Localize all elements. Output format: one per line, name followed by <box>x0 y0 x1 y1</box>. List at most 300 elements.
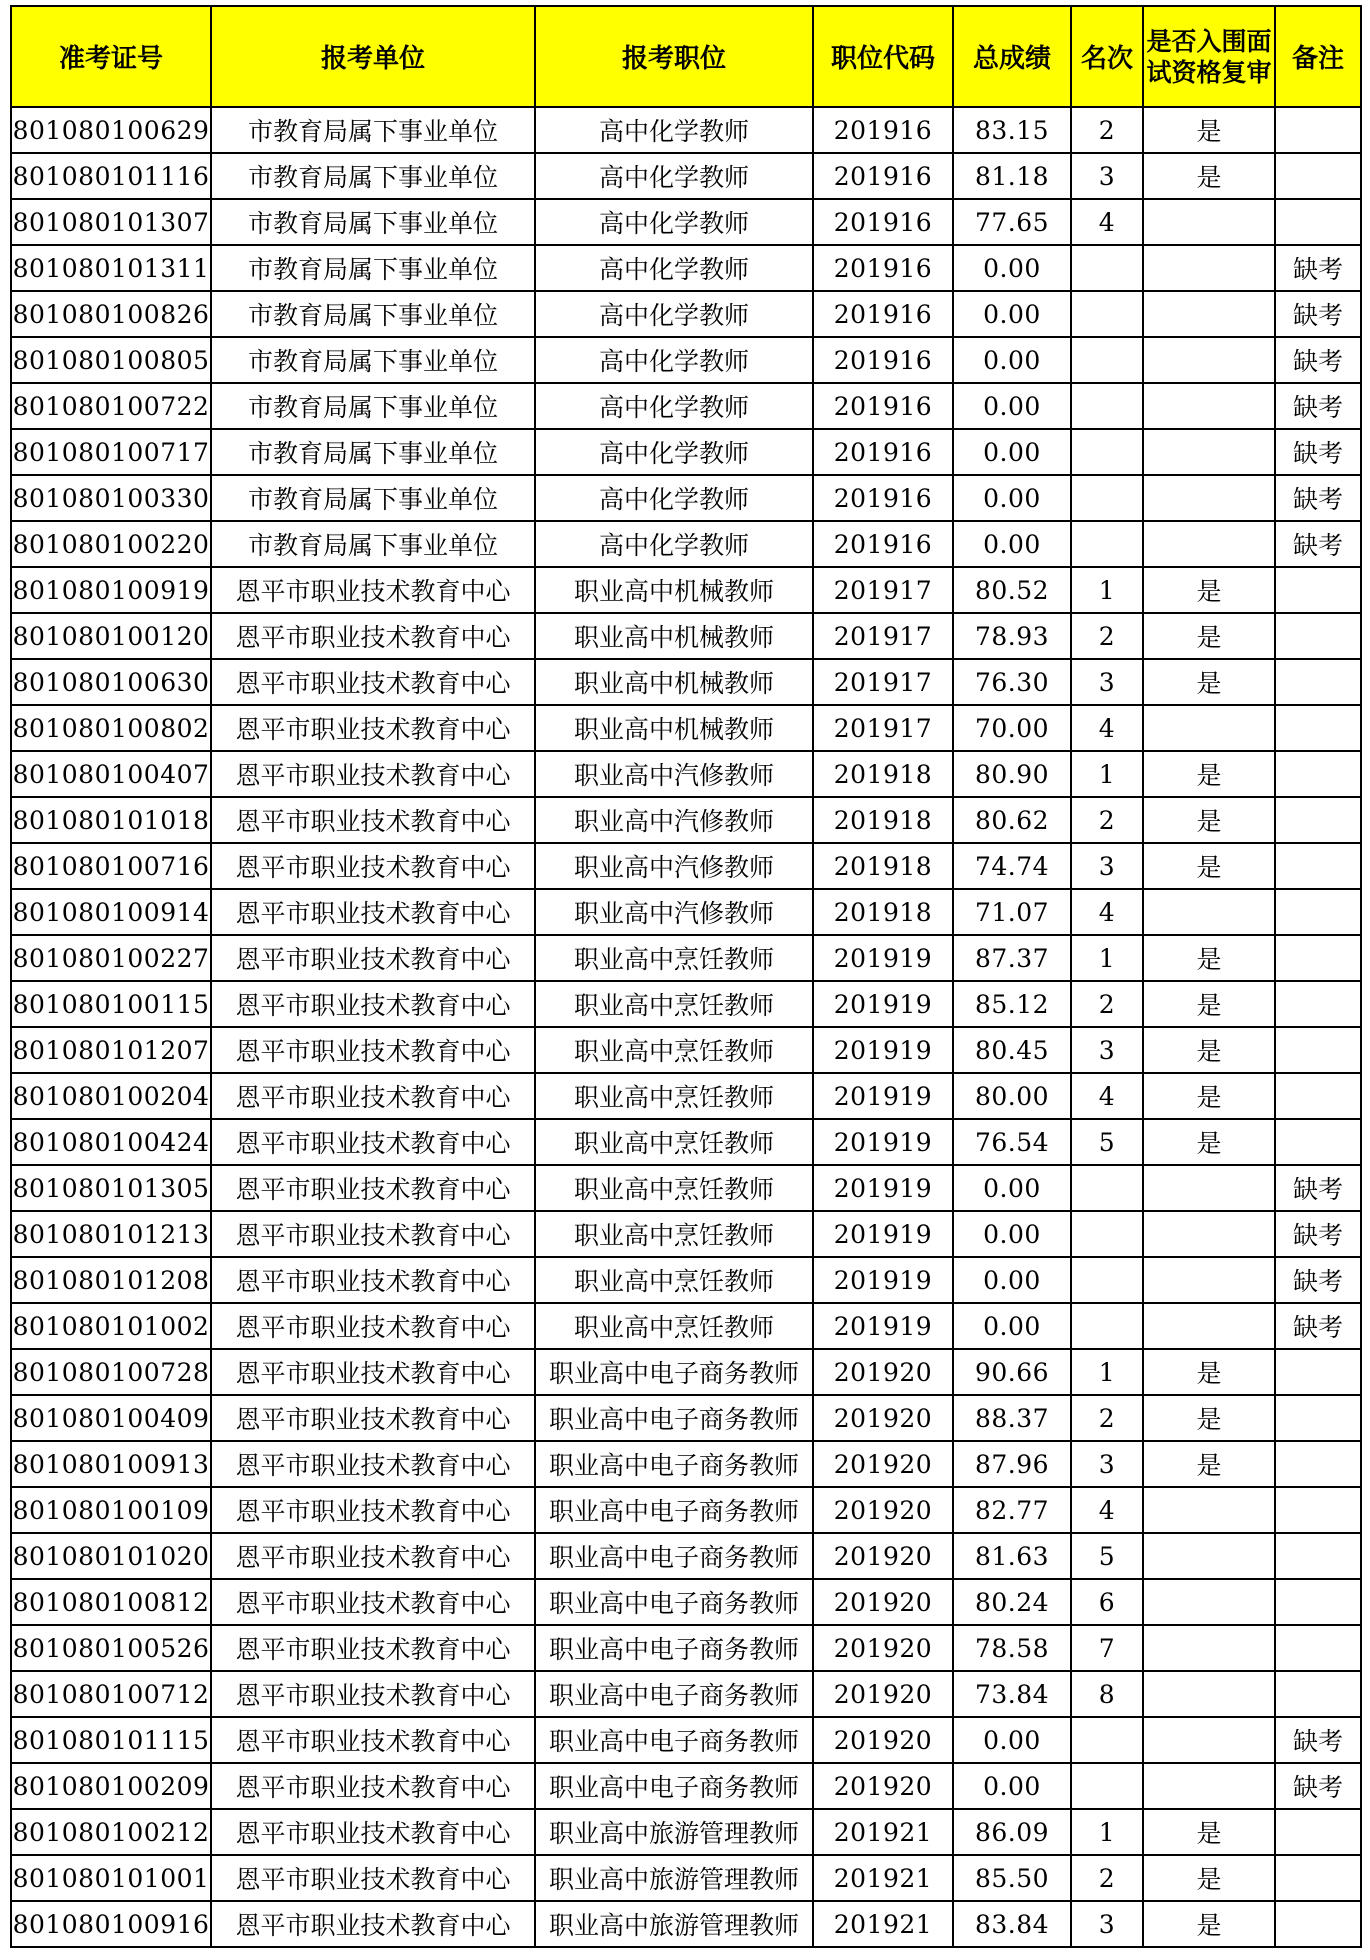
cell-exam-id: 801080100712 <box>11 1671 211 1717</box>
cell-shortlisted <box>1143 889 1275 935</box>
cell-remark <box>1275 935 1361 981</box>
cell-shortlisted <box>1143 1579 1275 1625</box>
cell-rank: 1 <box>1071 1349 1143 1395</box>
cell-shortlisted <box>1143 1625 1275 1671</box>
cell-shortlisted: 是 <box>1143 1855 1275 1901</box>
cell-total-score: 81.63 <box>953 1533 1071 1579</box>
cell-position: 职业高中汽修教师 <box>535 889 813 935</box>
cell-position-code: 201920 <box>813 1441 953 1487</box>
cell-position: 高中化学教师 <box>535 475 813 521</box>
cell-position: 职业高中旅游管理教师 <box>535 1855 813 1901</box>
cell-rank <box>1071 521 1143 567</box>
cell-rank <box>1071 1257 1143 1303</box>
cell-position: 职业高中旅游管理教师 <box>535 1901 813 1947</box>
cell-position: 职业高中电子商务教师 <box>535 1671 813 1717</box>
cell-total-score: 78.58 <box>953 1625 1071 1671</box>
cell-position-code: 201916 <box>813 291 953 337</box>
cell-total-score: 86.09 <box>953 1809 1071 1855</box>
table-row <box>11 659 1361 705</box>
cell-total-score: 74.74 <box>953 843 1071 889</box>
table-row <box>11 613 1361 659</box>
cell-shortlisted <box>1143 1671 1275 1717</box>
cell-remark <box>1275 843 1361 889</box>
cell-exam-id: 801080100407 <box>11 751 211 797</box>
cell-position-code: 201919 <box>813 1119 953 1165</box>
cell-total-score: 0.00 <box>953 245 1071 291</box>
cell-exam-id: 801080100802 <box>11 705 211 751</box>
cell-shortlisted: 是 <box>1143 1395 1275 1441</box>
cell-position-code: 201919 <box>813 1303 953 1349</box>
cell-position: 职业高中电子商务教师 <box>535 1533 813 1579</box>
table-row <box>11 1349 1361 1395</box>
cell-total-score: 0.00 <box>953 1303 1071 1349</box>
cell-position: 职业高中烹饪教师 <box>535 1211 813 1257</box>
cell-unit: 恩平市职业技术教育中心 <box>211 1763 535 1809</box>
cell-exam-id: 801080101311 <box>11 245 211 291</box>
cell-position: 高中化学教师 <box>535 521 813 567</box>
cell-exam-id: 801080100717 <box>11 429 211 475</box>
table-row <box>11 797 1361 843</box>
table-row <box>11 337 1361 383</box>
cell-position-code: 201920 <box>813 1763 953 1809</box>
cell-position: 高中化学教师 <box>535 199 813 245</box>
cell-remark <box>1275 1073 1361 1119</box>
table-row <box>11 475 1361 521</box>
cell-unit: 恩平市职业技术教育中心 <box>211 1625 535 1671</box>
cell-remark <box>1275 1671 1361 1717</box>
cell-exam-id: 801080100716 <box>11 843 211 889</box>
table-row <box>11 1625 1361 1671</box>
cell-position-code: 201919 <box>813 1211 953 1257</box>
cell-total-score: 88.37 <box>953 1395 1071 1441</box>
cell-shortlisted <box>1143 521 1275 567</box>
cell-position: 高中化学教师 <box>535 153 813 199</box>
table-row <box>11 1855 1361 1901</box>
cell-total-score: 80.90 <box>953 751 1071 797</box>
cell-unit: 恩平市职业技术教育中心 <box>211 797 535 843</box>
cell-position-code: 201916 <box>813 245 953 291</box>
cell-shortlisted <box>1143 291 1275 337</box>
cell-position-code: 201918 <box>813 797 953 843</box>
cell-rank <box>1071 291 1143 337</box>
cell-total-score: 0.00 <box>953 383 1071 429</box>
table-row <box>11 1533 1361 1579</box>
cell-unit: 市教育局属下事业单位 <box>211 291 535 337</box>
cell-remark <box>1275 1027 1361 1073</box>
cell-rank: 3 <box>1071 153 1143 199</box>
cell-unit: 恩平市职业技术教育中心 <box>211 1027 535 1073</box>
cell-shortlisted <box>1143 1763 1275 1809</box>
cell-unit: 恩平市职业技术教育中心 <box>211 751 535 797</box>
cell-position: 职业高中电子商务教师 <box>535 1349 813 1395</box>
cell-position-code: 201921 <box>813 1901 953 1947</box>
cell-shortlisted: 是 <box>1143 567 1275 613</box>
cell-remark: 缺考 <box>1275 521 1361 567</box>
results-table <box>10 5 1362 1948</box>
table-row <box>11 245 1361 291</box>
cell-exam-id: 801080100913 <box>11 1441 211 1487</box>
cell-exam-id: 801080100209 <box>11 1763 211 1809</box>
cell-shortlisted: 是 <box>1143 1073 1275 1119</box>
cell-remark: 缺考 <box>1275 291 1361 337</box>
cell-exam-id: 801080101208 <box>11 1257 211 1303</box>
cell-rank: 2 <box>1071 1855 1143 1901</box>
cell-position: 职业高中烹饪教师 <box>535 935 813 981</box>
cell-unit: 恩平市职业技术教育中心 <box>211 1901 535 1947</box>
cell-remark: 缺考 <box>1275 1211 1361 1257</box>
cell-rank: 2 <box>1071 107 1143 153</box>
cell-unit: 市教育局属下事业单位 <box>211 429 535 475</box>
cell-exam-id: 801080100629 <box>11 107 211 153</box>
cell-exam-id: 801080100227 <box>11 935 211 981</box>
table-row <box>11 889 1361 935</box>
header-unit: 报考单位 <box>211 6 535 107</box>
cell-unit: 恩平市职业技术教育中心 <box>211 613 535 659</box>
cell-shortlisted: 是 <box>1143 751 1275 797</box>
table-row <box>11 1119 1361 1165</box>
cell-position: 高中化学教师 <box>535 291 813 337</box>
cell-rank <box>1071 1717 1143 1763</box>
cell-position-code: 201916 <box>813 153 953 199</box>
cell-rank: 8 <box>1071 1671 1143 1717</box>
table-body <box>11 107 1361 1947</box>
cell-unit: 市教育局属下事业单位 <box>211 245 535 291</box>
cell-total-score: 70.00 <box>953 705 1071 751</box>
cell-rank: 3 <box>1071 1441 1143 1487</box>
cell-shortlisted <box>1143 429 1275 475</box>
cell-unit: 恩平市职业技术教育中心 <box>211 1257 535 1303</box>
cell-shortlisted: 是 <box>1143 1441 1275 1487</box>
cell-total-score: 0.00 <box>953 337 1071 383</box>
cell-position-code: 201920 <box>813 1395 953 1441</box>
cell-position: 职业高中烹饪教师 <box>535 1303 813 1349</box>
cell-remark <box>1275 1441 1361 1487</box>
cell-shortlisted: 是 <box>1143 1809 1275 1855</box>
cell-unit: 恩平市职业技术教育中心 <box>211 1349 535 1395</box>
cell-position: 职业高中机械教师 <box>535 567 813 613</box>
table-row <box>11 1717 1361 1763</box>
cell-remark <box>1275 1625 1361 1671</box>
cell-position-code: 201916 <box>813 199 953 245</box>
cell-exam-id: 801080100409 <box>11 1395 211 1441</box>
cell-shortlisted <box>1143 199 1275 245</box>
header-remark: 备注 <box>1275 6 1361 107</box>
cell-position-code: 201916 <box>813 107 953 153</box>
cell-total-score: 71.07 <box>953 889 1071 935</box>
table-row <box>11 1809 1361 1855</box>
cell-total-score: 80.62 <box>953 797 1071 843</box>
cell-total-score: 77.65 <box>953 199 1071 245</box>
cell-unit: 恩平市职业技术教育中心 <box>211 1809 535 1855</box>
cell-position: 高中化学教师 <box>535 337 813 383</box>
cell-rank <box>1071 429 1143 475</box>
cell-rank: 3 <box>1071 843 1143 889</box>
cell-position: 职业高中烹饪教师 <box>535 1073 813 1119</box>
cell-unit: 恩平市职业技术教育中心 <box>211 659 535 705</box>
cell-exam-id: 801080101018 <box>11 797 211 843</box>
cell-position-code: 201920 <box>813 1349 953 1395</box>
cell-position-code: 201917 <box>813 705 953 751</box>
table-row <box>11 567 1361 613</box>
cell-remark <box>1275 1395 1361 1441</box>
cell-position-code: 201918 <box>813 751 953 797</box>
cell-unit: 市教育局属下事业单位 <box>211 383 535 429</box>
cell-remark <box>1275 705 1361 751</box>
cell-unit: 恩平市职业技术教育中心 <box>211 1303 535 1349</box>
cell-shortlisted: 是 <box>1143 107 1275 153</box>
cell-rank: 1 <box>1071 935 1143 981</box>
cell-rank: 7 <box>1071 1625 1143 1671</box>
cell-position-code: 201917 <box>813 567 953 613</box>
cell-remark <box>1275 153 1361 199</box>
cell-position: 职业高中电子商务教师 <box>535 1579 813 1625</box>
cell-position: 职业高中烹饪教师 <box>535 1165 813 1211</box>
cell-shortlisted <box>1143 337 1275 383</box>
table-row <box>11 1671 1361 1717</box>
table-row <box>11 935 1361 981</box>
cell-remark: 缺考 <box>1275 245 1361 291</box>
cell-rank: 1 <box>1071 751 1143 797</box>
cell-position: 高中化学教师 <box>535 245 813 291</box>
cell-remark: 缺考 <box>1275 1763 1361 1809</box>
cell-remark: 缺考 <box>1275 1717 1361 1763</box>
cell-rank <box>1071 1763 1143 1809</box>
cell-shortlisted <box>1143 1257 1275 1303</box>
cell-remark <box>1275 1533 1361 1579</box>
cell-position: 职业高中电子商务教师 <box>535 1763 813 1809</box>
cell-rank: 4 <box>1071 705 1143 751</box>
cell-unit: 恩平市职业技术教育中心 <box>211 1211 535 1257</box>
table-row <box>11 751 1361 797</box>
cell-rank: 1 <box>1071 567 1143 613</box>
cell-rank <box>1071 475 1143 521</box>
cell-shortlisted: 是 <box>1143 935 1275 981</box>
table-row <box>11 107 1361 153</box>
cell-position: 职业高中电子商务教师 <box>535 1487 813 1533</box>
cell-exam-id: 801080101305 <box>11 1165 211 1211</box>
cell-unit: 恩平市职业技术教育中心 <box>211 1671 535 1717</box>
cell-exam-id: 801080100204 <box>11 1073 211 1119</box>
cell-exam-id: 801080100914 <box>11 889 211 935</box>
cell-position-code: 201921 <box>813 1855 953 1901</box>
cell-remark <box>1275 1349 1361 1395</box>
table-row <box>11 981 1361 1027</box>
cell-position: 职业高中电子商务教师 <box>535 1717 813 1763</box>
cell-rank: 2 <box>1071 613 1143 659</box>
cell-remark: 缺考 <box>1275 337 1361 383</box>
cell-position: 职业高中机械教师 <box>535 659 813 705</box>
cell-shortlisted <box>1143 1165 1275 1211</box>
cell-unit: 恩平市职业技术教育中心 <box>211 1533 535 1579</box>
cell-shortlisted: 是 <box>1143 797 1275 843</box>
cell-rank <box>1071 1165 1143 1211</box>
cell-total-score: 80.45 <box>953 1027 1071 1073</box>
table-row <box>11 1579 1361 1625</box>
header-rank: 名次 <box>1071 6 1143 107</box>
cell-position-code: 201916 <box>813 475 953 521</box>
table-row <box>11 1211 1361 1257</box>
cell-total-score: 0.00 <box>953 291 1071 337</box>
cell-exam-id: 801080100805 <box>11 337 211 383</box>
cell-total-score: 85.12 <box>953 981 1071 1027</box>
table-row <box>11 1073 1361 1119</box>
cell-rank: 4 <box>1071 199 1143 245</box>
cell-rank <box>1071 337 1143 383</box>
cell-total-score: 87.96 <box>953 1441 1071 1487</box>
cell-rank: 3 <box>1071 1901 1143 1947</box>
cell-remark: 缺考 <box>1275 1257 1361 1303</box>
cell-position: 职业高中机械教师 <box>535 705 813 751</box>
cell-unit: 恩平市职业技术教育中心 <box>211 889 535 935</box>
cell-position-code: 201916 <box>813 383 953 429</box>
cell-exam-id: 801080100115 <box>11 981 211 1027</box>
cell-exam-id: 801080101116 <box>11 153 211 199</box>
cell-rank: 3 <box>1071 1027 1143 1073</box>
cell-total-score: 78.93 <box>953 613 1071 659</box>
cell-remark <box>1275 981 1361 1027</box>
cell-shortlisted: 是 <box>1143 981 1275 1027</box>
cell-total-score: 0.00 <box>953 1257 1071 1303</box>
table-row <box>11 1303 1361 1349</box>
cell-position: 职业高中电子商务教师 <box>535 1625 813 1671</box>
header-total-score: 总成绩 <box>953 6 1071 107</box>
cell-position-code: 201917 <box>813 613 953 659</box>
cell-total-score: 0.00 <box>953 1717 1071 1763</box>
cell-remark <box>1275 1119 1361 1165</box>
cell-rank: 5 <box>1071 1533 1143 1579</box>
cell-position-code: 201919 <box>813 935 953 981</box>
cell-total-score: 0.00 <box>953 1763 1071 1809</box>
cell-position: 高中化学教师 <box>535 429 813 475</box>
cell-shortlisted <box>1143 1303 1275 1349</box>
cell-rank: 4 <box>1071 1073 1143 1119</box>
cell-position: 职业高中烹饪教师 <box>535 1027 813 1073</box>
cell-remark <box>1275 567 1361 613</box>
cell-total-score: 81.18 <box>953 153 1071 199</box>
cell-shortlisted <box>1143 1717 1275 1763</box>
cell-position: 高中化学教师 <box>535 107 813 153</box>
cell-position-code: 201920 <box>813 1671 953 1717</box>
cell-rank: 2 <box>1071 1395 1143 1441</box>
cell-position: 职业高中机械教师 <box>535 613 813 659</box>
table-row <box>11 1901 1361 1947</box>
cell-position-code: 201920 <box>813 1625 953 1671</box>
cell-shortlisted: 是 <box>1143 659 1275 705</box>
cell-remark <box>1275 751 1361 797</box>
cell-total-score: 80.52 <box>953 567 1071 613</box>
cell-unit: 恩平市职业技术教育中心 <box>211 1165 535 1211</box>
cell-shortlisted: 是 <box>1143 613 1275 659</box>
cell-exam-id: 801080101002 <box>11 1303 211 1349</box>
cell-unit: 恩平市职业技术教育中心 <box>211 1395 535 1441</box>
cell-rank <box>1071 1211 1143 1257</box>
cell-exam-id: 801080100526 <box>11 1625 211 1671</box>
cell-exam-id: 801080101115 <box>11 1717 211 1763</box>
cell-unit: 恩平市职业技术教育中心 <box>211 1717 535 1763</box>
cell-shortlisted <box>1143 1487 1275 1533</box>
cell-unit: 恩平市职业技术教育中心 <box>211 1579 535 1625</box>
cell-shortlisted <box>1143 1533 1275 1579</box>
table-row <box>11 1165 1361 1211</box>
cell-rank <box>1071 245 1143 291</box>
cell-remark <box>1275 1855 1361 1901</box>
table-row <box>11 521 1361 567</box>
cell-position-code: 201919 <box>813 981 953 1027</box>
cell-remark <box>1275 889 1361 935</box>
cell-exam-id: 801080100826 <box>11 291 211 337</box>
cell-position-code: 201916 <box>813 337 953 383</box>
cell-remark <box>1275 1901 1361 1947</box>
cell-position-code: 201920 <box>813 1579 953 1625</box>
header-position-code: 职位代码 <box>813 6 953 107</box>
cell-remark: 缺考 <box>1275 1303 1361 1349</box>
cell-position-code: 201919 <box>813 1257 953 1303</box>
table-row <box>11 1395 1361 1441</box>
cell-position: 高中化学教师 <box>535 383 813 429</box>
header-position: 报考职位 <box>535 6 813 107</box>
cell-remark <box>1275 199 1361 245</box>
table-row <box>11 1487 1361 1533</box>
cell-shortlisted: 是 <box>1143 1901 1275 1947</box>
cell-position: 职业高中烹饪教师 <box>535 1257 813 1303</box>
cell-position-code: 201916 <box>813 521 953 567</box>
table-header <box>11 6 1361 107</box>
cell-remark <box>1275 613 1361 659</box>
cell-rank: 3 <box>1071 659 1143 705</box>
cell-remark <box>1275 797 1361 843</box>
cell-total-score: 0.00 <box>953 429 1071 475</box>
cell-unit: 恩平市职业技术教育中心 <box>211 1487 535 1533</box>
cell-shortlisted: 是 <box>1143 843 1275 889</box>
cell-shortlisted <box>1143 475 1275 521</box>
cell-shortlisted: 是 <box>1143 153 1275 199</box>
cell-position: 职业高中电子商务教师 <box>535 1441 813 1487</box>
table-row <box>11 199 1361 245</box>
cell-exam-id: 801080100212 <box>11 1809 211 1855</box>
cell-remark <box>1275 659 1361 705</box>
cell-position-code: 201920 <box>813 1533 953 1579</box>
cell-remark <box>1275 1487 1361 1533</box>
cell-remark: 缺考 <box>1275 475 1361 521</box>
cell-rank: 2 <box>1071 981 1143 1027</box>
cell-unit: 市教育局属下事业单位 <box>211 153 535 199</box>
cell-exam-id: 801080100220 <box>11 521 211 567</box>
header-shortlisted: 是否入围面试资格复审 <box>1143 6 1275 107</box>
table-row <box>11 1257 1361 1303</box>
cell-position-code: 201919 <box>813 1027 953 1073</box>
cell-total-score: 85.50 <box>953 1855 1071 1901</box>
cell-position-code: 201921 <box>813 1809 953 1855</box>
cell-unit: 恩平市职业技术教育中心 <box>211 1119 535 1165</box>
cell-position: 职业高中汽修教师 <box>535 843 813 889</box>
header-row <box>11 6 1361 107</box>
cell-total-score: 73.84 <box>953 1671 1071 1717</box>
cell-total-score: 0.00 <box>953 1211 1071 1257</box>
cell-total-score: 80.00 <box>953 1073 1071 1119</box>
cell-exam-id: 801080100330 <box>11 475 211 521</box>
table-row <box>11 843 1361 889</box>
cell-unit: 恩平市职业技术教育中心 <box>211 1441 535 1487</box>
table-row <box>11 291 1361 337</box>
cell-rank <box>1071 1303 1143 1349</box>
cell-exam-id: 801080100109 <box>11 1487 211 1533</box>
cell-total-score: 76.54 <box>953 1119 1071 1165</box>
cell-unit: 市教育局属下事业单位 <box>211 107 535 153</box>
cell-remark <box>1275 107 1361 153</box>
cell-exam-id: 801080101307 <box>11 199 211 245</box>
cell-position-code: 201916 <box>813 429 953 475</box>
cell-rank: 1 <box>1071 1809 1143 1855</box>
